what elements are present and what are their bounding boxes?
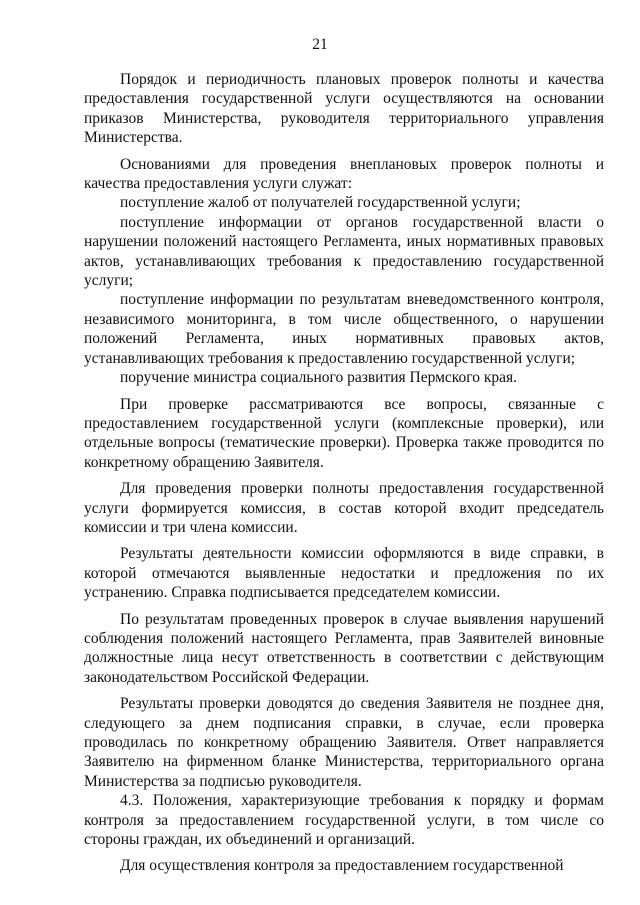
paragraph-section-4-3: 4.3. Положения, характеризующие требования к порядку и формам контроля за предоставлением государственной услуги, в том числе со стороны граждан, их объединений и организаций. <box>84 792 604 849</box>
paragraph-commission-results: Результаты деятельности комиссии оформляются в виде справки, в которой отмечаются выявленные недостатки и предложения по их устранению. Справка подписывается председателем комиссии. <box>84 545 604 602</box>
paragraph-commission: Для проведения проверки полноты предоставления государственной услуги формируется комиссия, в состав которой входит председатель комиссии и три члена комиссии. <box>84 480 604 536</box>
paragraph-monitoring-info: поступление информации по результатам вневедомственного контроля, независимого мониторинга, в том числе общественного, о нарушении положений Регламента, иных нормативных правовых актов, устанавливающих требования к предоставлению государственной услуги; <box>84 291 604 367</box>
paragraph-planned-inspections: Порядок и периодичность плановых проверок полноты и качества предоставления государственной услуги осуществляются на основании приказов Министерства, руководителя территориального управления Министерства. <box>84 71 604 147</box>
paragraph-minister-order: поручение министра социального развития Пермского края. <box>120 369 518 387</box>
paragraph-liability: По результатам проведенных проверок в случае выявления нарушений соблюдения положений настоящего Регламента, прав Заявителей виновные должностные лица несут ответственность в соответствии с действующим законодательством Российской Федерации. <box>84 610 604 686</box>
paragraph-complaints: поступление жалоб от получателей государственной услуги; <box>120 194 521 212</box>
paragraph-notification: Результаты проверки доводятся до сведения Заявителя не позднее дня, следующего за днем подписания справки, в случае, если проверка проводилась по конкретному обращению Заявителя. Ответ направляется Заявителю на фирменном бланке Министерства, территориального органа Министерства за подписью руководителя. <box>84 695 604 790</box>
paragraph-inspection-scope: При проверке рассматриваются все вопросы, связанные с предоставлением государственной услуги (комплексные проверки), или отдельные вопросы (тематические проверки). Проверка также проводится по конкретному обращению Заявителя. <box>84 395 604 471</box>
paragraph-unplanned-grounds: Основаниями для проведения внеплановых проверок полноты и качества предоставления услуги служат: <box>84 155 604 193</box>
paragraph-control-continuation: Для осуществления контроля за предоставлением государственной <box>120 857 564 875</box>
page-number: 21 <box>312 36 328 53</box>
paragraph-authority-info: поступление информации от органов государственной власти о нарушении положений настоящего Регламента, иных нормативных правовых актов, устанавливающих требования к предоставлению государственной услуги; <box>84 213 604 290</box>
document-body <box>84 70 604 876</box>
